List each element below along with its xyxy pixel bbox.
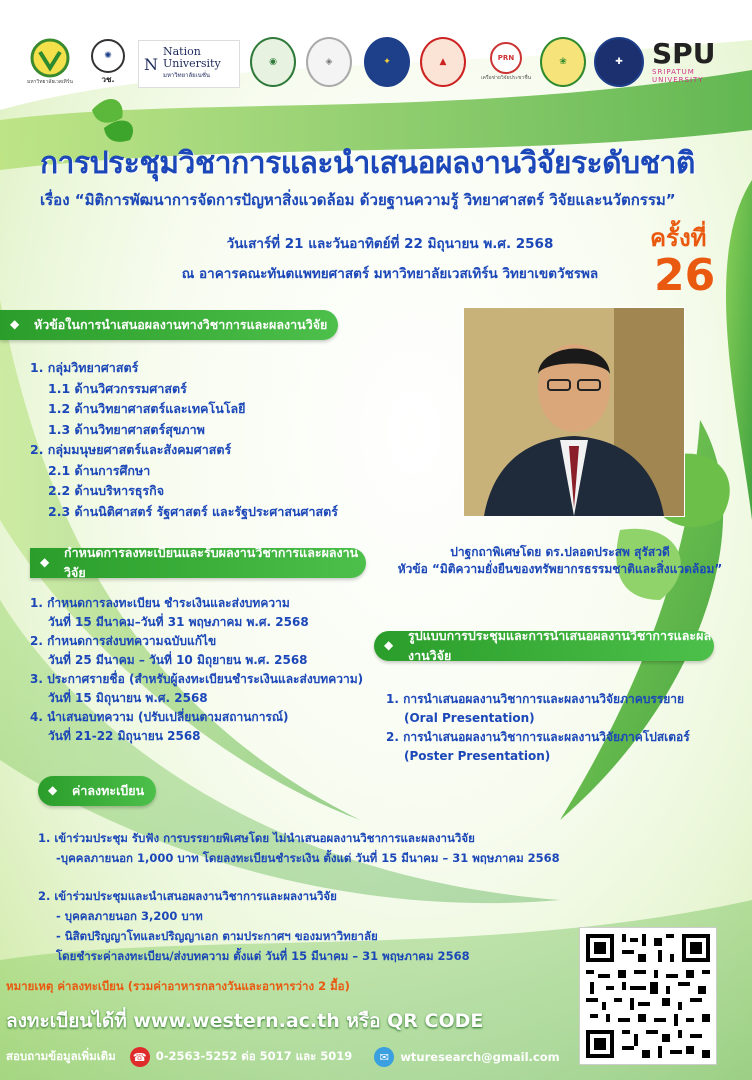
spu-line-2: SRIPATUM xyxy=(652,68,695,76)
list-item: - นิสิตปริญญาโทและปริญญาเอก ตามประกาศฯ ของมหาวิทยาลัย xyxy=(56,929,378,943)
list-item: - บุคคลภายนอก 3,200 บาท xyxy=(56,909,203,923)
list-item: 1. กำหนดการลงทะเบียน ชำระเงินและส่งบทความ xyxy=(30,596,290,610)
speaker-topic: หัวข้อ “มิติความยั่งยืนของทรัพยากรธรรมชาติและสิ่งแวดล้อม” xyxy=(397,562,723,576)
list-item: (Oral Presentation) xyxy=(404,711,535,725)
list-item: วันที่ 25 มีนาคม – วันที่ 10 มิถุยายน พ.ศ. 2568 xyxy=(48,653,308,667)
format-list xyxy=(386,690,726,766)
list-item: 2. กำหนดการส่งบทความฉบับแก้ไข xyxy=(30,634,217,648)
list-item: 2. การนำเสนอผลงานวิชาการและผลงานวิจัยภาคโปสเตอร์ xyxy=(386,730,690,744)
topics-list xyxy=(30,358,430,522)
spu-wordmark: SPU xyxy=(652,37,716,70)
list-item: 1. เข้าร่วมประชุม รับฟัง การบรรยายพิเศษโดย ไม่นำเสนอผลงานวิชาการและผลงานวิจัย xyxy=(38,831,475,845)
bullet-icon: ◆ xyxy=(40,555,50,569)
conference-title: การประชุมวิชาการและนำเสนอผลงานวิจัยระดับชาติ xyxy=(40,146,695,181)
western-university-logo xyxy=(22,36,78,88)
edition-label: ครั้งที่ xyxy=(650,224,707,252)
topics-header-text: หัวข้อในการนำเสนอผลงานทางวิชาการและผลงานวิจัย xyxy=(34,317,328,332)
prn-logo xyxy=(476,36,536,88)
list-item: โดยชำระค่าลงทะเบียน/ส่งบทความ ตั้งแต่ วันที่ 15 มีนาคม – 31 พฤษภาคม 2568 xyxy=(56,949,470,963)
fees-list xyxy=(38,828,568,966)
seal-icon: ❀ xyxy=(540,37,586,87)
list-item: 2.3 ด้านนิติศาสตร์ รัฐศาสตร์ และรัฐประศาสนศาสตร์ xyxy=(48,503,338,519)
prn-emblem-icon: PRN xyxy=(490,42,522,74)
contact-label: สอบถามข้อมูลเพิ่มเติม xyxy=(6,1049,116,1063)
phone-icon: ☎ xyxy=(130,1047,150,1067)
list-item: 1.1 ด้านวิศวกรรมศาสตร์ xyxy=(48,380,187,396)
university-seal-logo-2 xyxy=(306,36,352,88)
list-item: 1. การนำเสนอผลงานวิชาการและผลงานวิจัยภาคบรรยาย xyxy=(386,692,685,706)
seal-icon: ▲ xyxy=(420,37,466,87)
fee-note: หมายเหตุ ค่าลงทะเบียน (รวมค่าอาหารกลางวันและอาหารว่าง 2 มื้อ) xyxy=(6,979,350,993)
format-header xyxy=(374,628,714,663)
fees-header xyxy=(38,776,156,806)
seal-icon: ◉ xyxy=(250,37,296,87)
list-item: 4. นำเสนอบทความ (ปรับเปลี่ยนตามสถานการณ์) xyxy=(30,710,289,724)
university-seal-logo-3 xyxy=(364,36,410,88)
schedule-header xyxy=(30,545,366,580)
list-item: 1.3 ด้านวิทยาศาสตร์สุขภาพ xyxy=(48,421,205,437)
nation-n-icon: N xyxy=(144,54,158,74)
logo-line-2: University xyxy=(163,57,221,70)
list-item: (Poster Presentation) xyxy=(404,749,551,763)
schedule-header-text: กำหนดการลงทะเบียนและรับผลงานวิชาการและผลงานวิจัย xyxy=(64,545,359,580)
spu-logo xyxy=(652,36,744,88)
keynote-speaker-photo xyxy=(463,307,685,517)
logo-caption: วช. xyxy=(101,74,115,84)
conference-venue: ณ อาคารคณะทันตแพทยศาสตร์ มหาวิทยาลัยเวสเทิร์น วิทยาเขตวัชรพล xyxy=(181,266,599,282)
nrct-logo xyxy=(90,36,126,88)
list-item: วันที่ 15 มิถุนายน พ.ศ. 2568 xyxy=(48,691,208,705)
bullet-icon: ◆ xyxy=(384,638,394,652)
partner-logo-bar xyxy=(0,0,752,100)
format-header-text: รูปแบบการประชุมและการนำเสนอผลงานวิชาการและผลงานวิจัย xyxy=(408,628,712,663)
bullet-icon: ◆ xyxy=(10,317,20,331)
contact-row xyxy=(6,1046,576,1068)
list-item: 2.1 ด้านการศึกษา xyxy=(48,462,151,478)
logo-caption: มหาวิทยาลัยเวสเทิร์น xyxy=(27,79,73,85)
contact-email[interactable]: wturesearch@gmail.com xyxy=(400,1050,560,1064)
university-seal-logo-5 xyxy=(540,36,586,88)
logo-line-1: Nation xyxy=(163,45,201,58)
university-seal-logo-4 xyxy=(420,36,466,88)
seal-icon: ◈ xyxy=(306,37,352,87)
conference-theme: เรื่อง “มิติการพัฒนาการจัดการปัญหาสิ่งแวดล้อม ด้วยฐานความรู้ วิทยาศาสตร์ วิจัยและนวัตกรรม” xyxy=(40,191,676,209)
spu-line-3: UNIVERSITY xyxy=(652,76,704,84)
bullet-icon: ◆ xyxy=(48,783,58,797)
keynote-speaker-caption xyxy=(395,544,725,578)
nrct-emblem-icon: ✺ xyxy=(91,39,125,73)
list-item: 1. กลุ่มวิทยาศาสตร์ xyxy=(30,360,139,375)
list-item: วันที่ 21-22 มิถุนายน 2568 xyxy=(48,729,201,743)
wu-emblem-icon xyxy=(30,38,70,78)
list-item: วันที่ 15 มีนาคม–วันที่ 31 พฤษภาคม พ.ศ. 2568 xyxy=(48,615,309,629)
seal-icon: ✦ xyxy=(364,37,410,87)
university-seal-logo-6 xyxy=(594,36,644,88)
list-item: -บุคคลภายนอก 1,000 บาท โดยลงทะเบียนชำระเงิน ตั้งแต่ วันที่ 15 มีนาคม – 31 พฤษภาคม 2568 xyxy=(56,851,560,865)
edition-number: 26 xyxy=(654,250,716,301)
schedule-list xyxy=(30,594,380,746)
qr-code[interactable] xyxy=(580,928,716,1064)
mail-icon: ✉ xyxy=(374,1047,394,1067)
logo-caption: เครือข่ายวิจัยประชาชื่น xyxy=(480,75,532,81)
list-item: 2.2 ด้านบริหารธุรกิจ xyxy=(48,483,165,498)
university-seal-logo-1 xyxy=(250,36,296,88)
contact-phone: 0-2563-5252 ต่อ 5017 และ 5019 xyxy=(155,1049,353,1063)
logo-line-3: มหาวิทยาลัยเนชั่น xyxy=(163,72,211,79)
conference-date: วันเสาร์ที่ 21 และวันอาทิตย์ที่ 22 มิถุนายน พ.ศ. 2568 xyxy=(226,236,554,252)
fees-header-text: ค่าลงทะเบียน xyxy=(72,783,145,798)
speaker-name: ปาฐกถาพิเศษโดย ดร.ปลอดประสพ สุรัสวดี xyxy=(450,545,670,559)
list-item: 2. เข้าร่วมประชุมและนำเสนอผลงานวิชาการและผลงานวิจัย xyxy=(38,889,337,903)
nation-university-logo xyxy=(138,40,240,88)
list-item: 1.2 ด้านวิทยาศาสตร์และเทคโนโลยี xyxy=(48,401,246,416)
register-cta: ลงทะเบียนได้ที่ www.western.ac.th หรือ QR CODE xyxy=(6,1010,484,1032)
list-item: 2. กลุ่มมนุษยศาสตร์และสังคมศาสตร์ xyxy=(30,442,232,457)
list-item: 3. ประกาศรายชื่อ (สำหรับผู้ลงทะเบียนชำระเงินและส่งบทความ) xyxy=(30,672,364,686)
seal-icon: ✚ xyxy=(594,37,644,87)
topics-header xyxy=(0,310,338,340)
qr-code-pattern xyxy=(582,930,714,1062)
speaker-portrait xyxy=(464,308,684,516)
